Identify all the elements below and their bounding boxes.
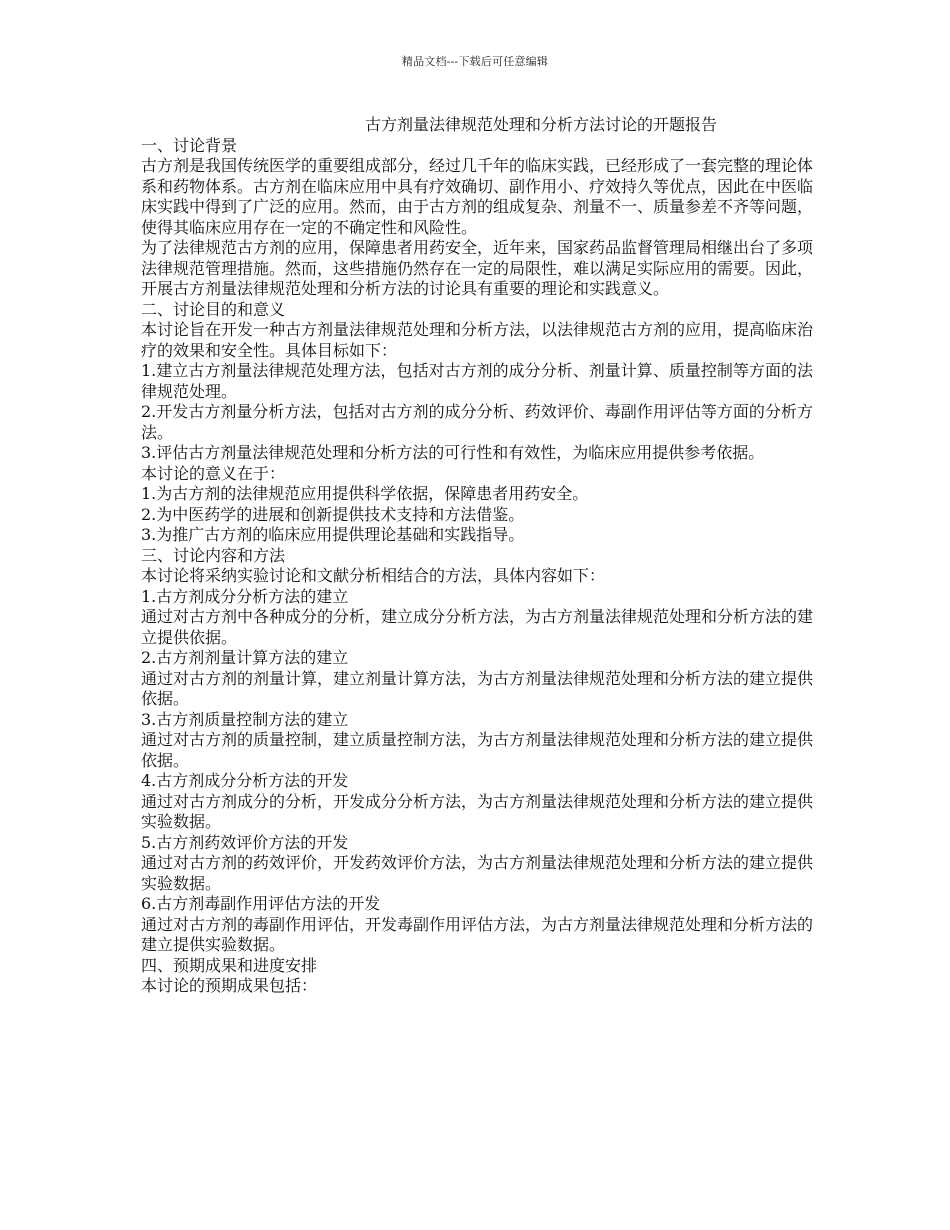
paragraph: 通过对古方剂的质量控制，建立质量控制方法，为古方剂量法律规范处理和分析方法的建立提供依据。 [141,730,814,770]
list-item: 3.评估古方剂量法律规范处理和分析方法的可行性和有效性，为临床应用提供参考依据。 [141,443,765,462]
subsection-heading: 5.古方剂药效评价方法的开发 [141,832,349,852]
list-item: 2.开发古方剂量分析方法，包括对古方剂的成分分析、药效评价、毒副作用评估等方面的分析方法。 [141,402,813,442]
paragraph: 本讨论将采纳实验讨论和文献分析相结合的方法，具体内容如下： [141,566,606,585]
section-heading: 二、讨论目的和意义 [141,299,286,319]
subsection-heading: 1.古方剂成分分析方法的建立 [141,586,349,606]
paragraph: 通过对古方剂成分的分析，开发成分分析方法，为古方剂量法律规范处理和分析方法的建立提供实验数据。 [141,791,814,831]
paragraph: 本讨论旨在开发一种古方剂量法律规范处理和分析方法，以法律规范古方剂的应用，提高临床治疗的效果和安全性。具体目标如下： [141,320,814,360]
section-heading: 三、讨论内容和方法 [141,545,286,565]
list-item: 1.建立古方剂量法律规范处理方法，包括对古方剂的成分分析、剂量计算、质量控制等方面的法律规范处理。 [141,361,813,401]
paragraph: 本讨论的预期成果包括： [141,976,318,995]
paragraph: 本讨论的意义在于： [141,463,286,483]
list-item: 3.为推广古方剂的临床应用提供理论基础和实践指导。 [141,525,525,544]
section-heading: 四、预期成果和进度安排 [141,955,318,975]
list-item: 2.为中医药学的进展和创新提供技术支持和方法借鉴。 [141,504,525,524]
list-item: 1.为古方剂的法律规范应用提供科学依据，保障患者用药安全。 [141,484,589,503]
subsection-heading: 4.古方剂成分分析方法的开发 [141,771,349,790]
subsection-heading: 2.古方剂剂量计算方法的建立 [141,648,349,667]
page-header: 精品文档---下载后可任意编辑 [401,55,549,68]
paragraph: 通过对古方剂的药效评价，开发药效评价方法，为古方剂量法律规范处理和分析方法的建立提供实验数据。 [141,853,814,893]
section-heading: 一、讨论背景 [141,135,238,155]
paragraph: 为了法律规范古方剂的应用，保障患者用药安全，近年来，国家药品监督管理局相继出台了多项法律规范管理措施。然而，这些措施仍然存在一定的局限性，难以满足实际应用的需要。因此，开展古方剂量法律规范处理和分析方法的讨论具有重要的理论和实践意义。 [141,238,814,298]
paragraph: 通过对古方剂中各种成分的分析，建立成分分析方法，为古方剂量法律规范处理和分析方法的建立提供依据。 [141,607,814,647]
paragraph: 通过对古方剂的毒副作用评估，开发毒副作用评估方法，为古方剂量法律规范处理和分析方法的建立提供实验数据。 [141,914,814,954]
subsection-heading: 6.古方剂毒副作用评估方法的开发 [141,894,381,913]
document-body [141,115,813,997]
paragraph: 古方剂是我国传统医学的重要组成部分，经过几千年的临床实践，已经形成了一套完整的理论体系和药物体系。古方剂在临床应用中具有疗效确切、副作用小、疗效持久等优点，因此在中医临床实践中得到了广泛的应用。然而，由于古方剂的组成复杂、剂量不一、质量参差不齐等问题，使得其临床应用存在一定的不确定性和风险性。 [141,156,814,237]
paragraph: 通过对古方剂的剂量计算，建立剂量计算方法，为古方剂量法律规范处理和分析方法的建立提供依据。 [141,668,814,708]
document-title: 古方剂量法律规范处理和分析方法讨论的开题报告 [365,115,718,134]
subsection-heading: 3.古方剂质量控制方法的建立 [141,709,349,729]
